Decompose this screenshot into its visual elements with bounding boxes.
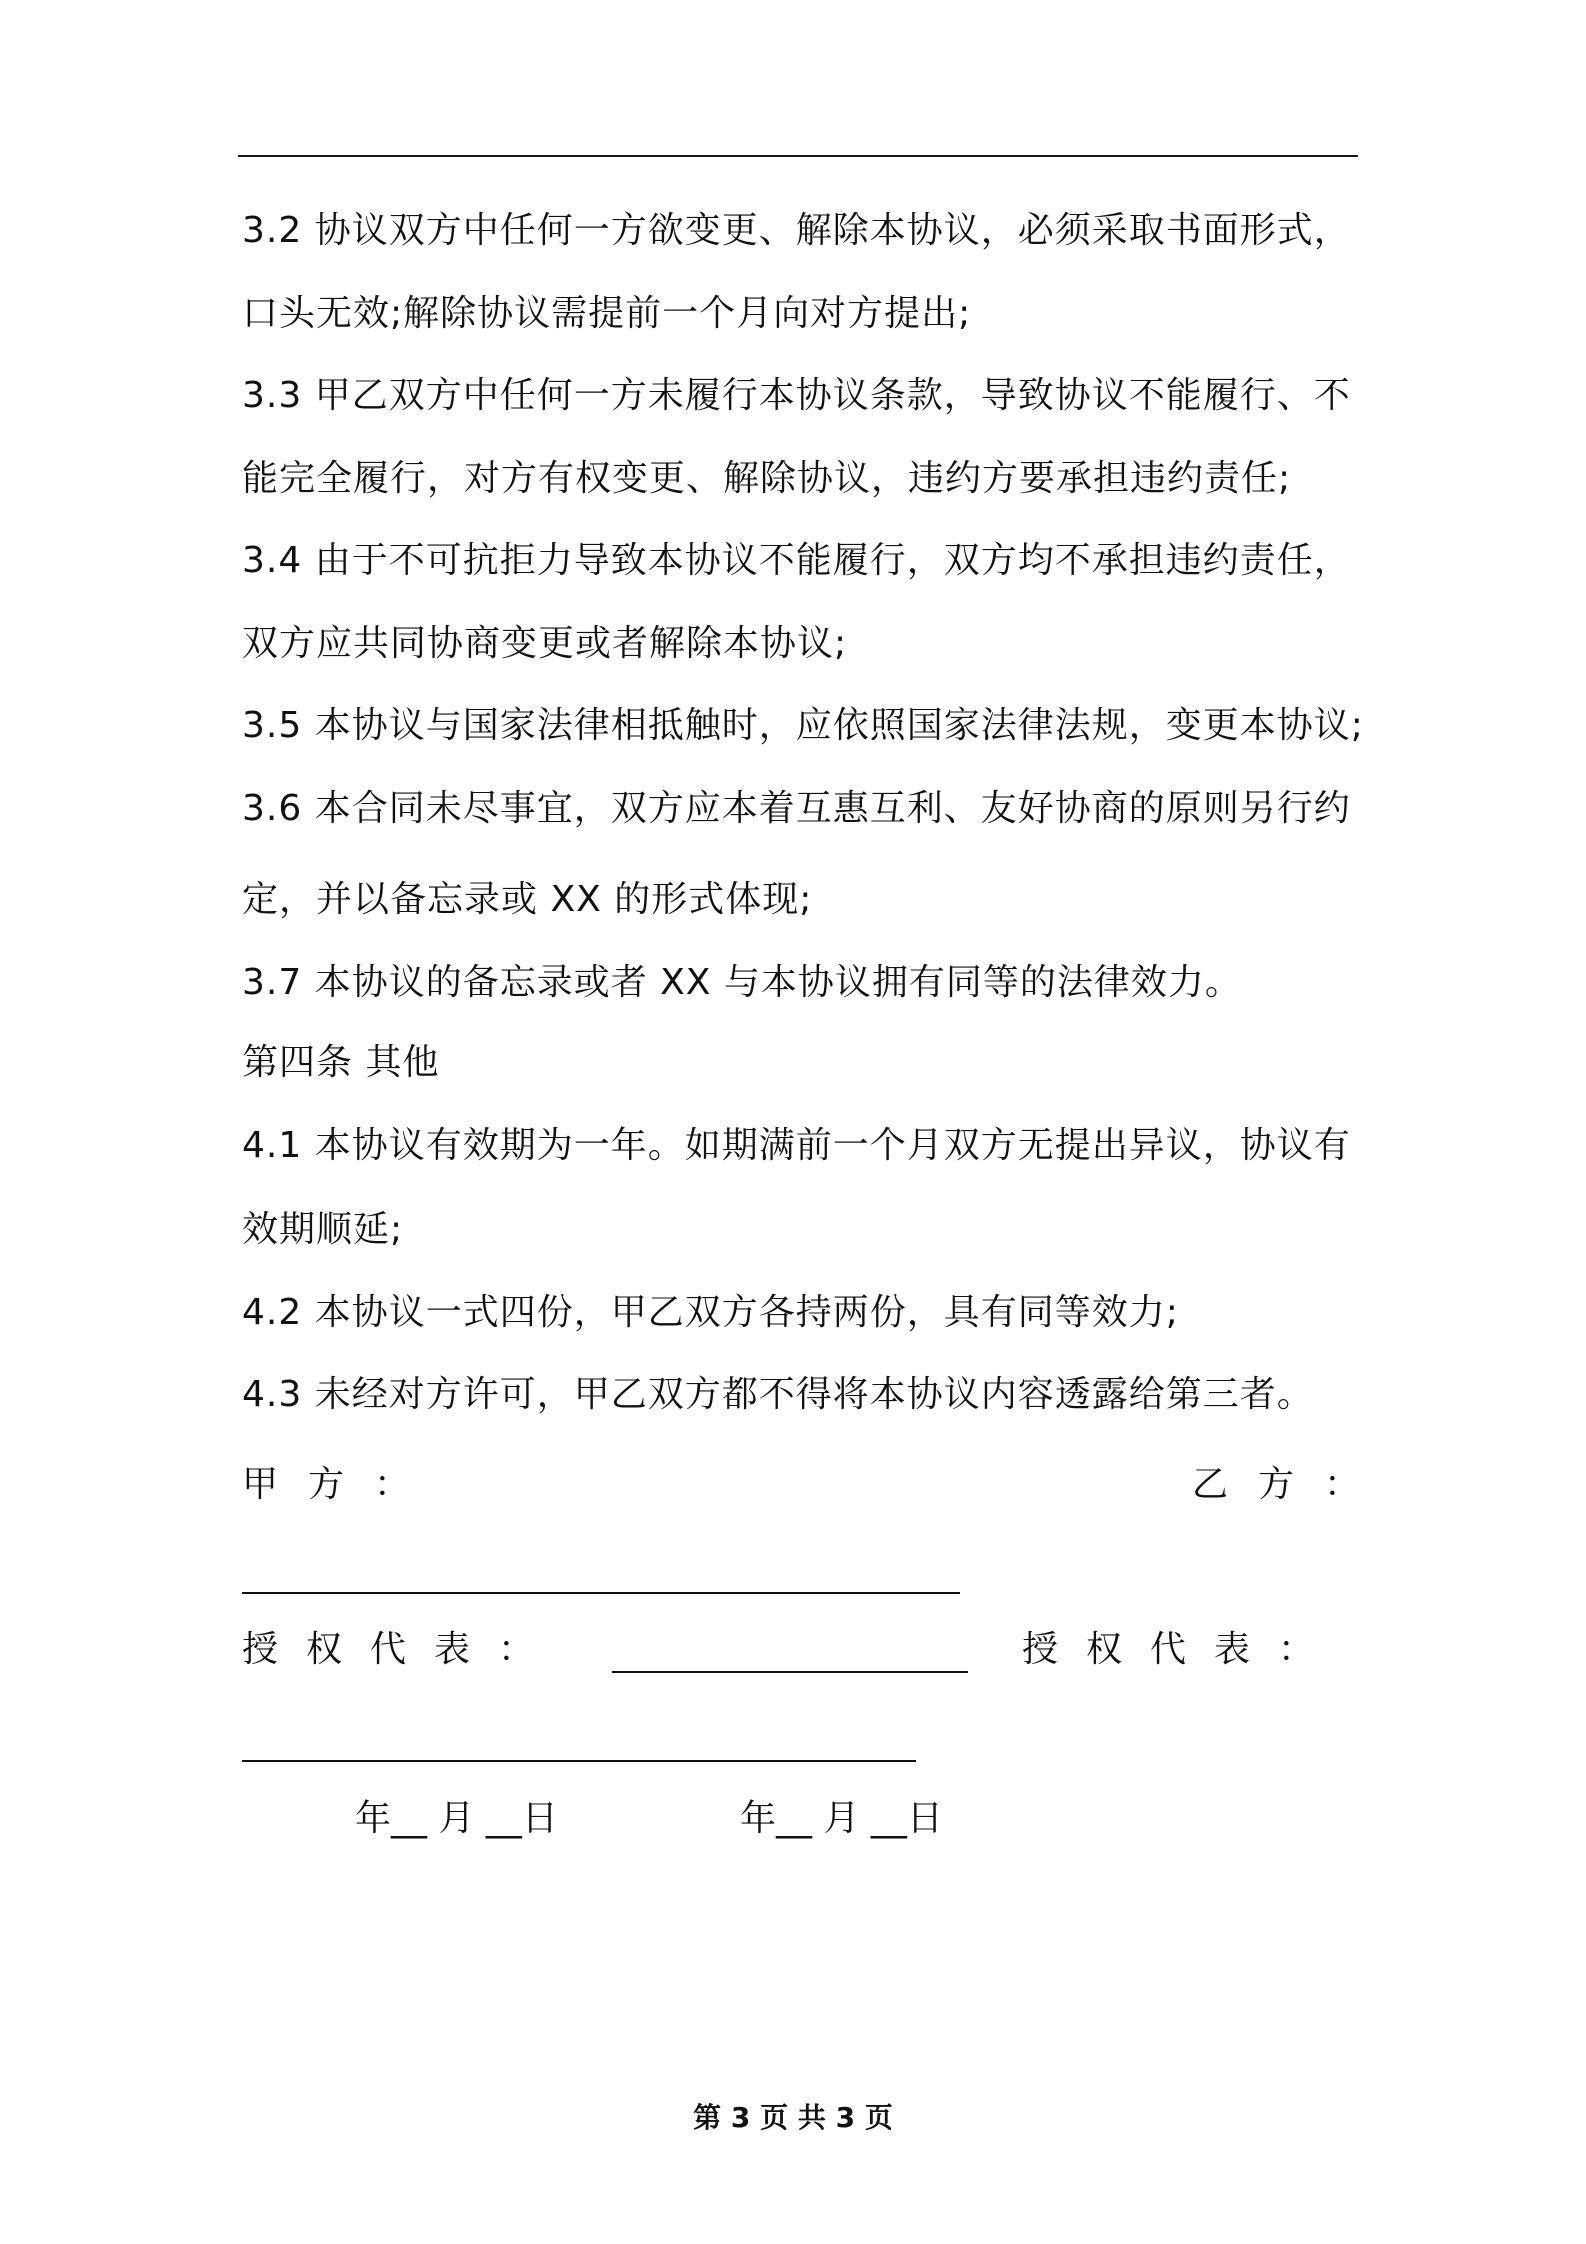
clause-3-4-line-2: 双方应共同协商变更或者解除本协议;: [242, 623, 848, 664]
clause-3-4-line-1: 3.4 由于不可抗拒力导致本协议不能履行，双方均不承担违约责任，: [242, 540, 1351, 581]
clause-4-2: 4.2 本协议一式四份，甲乙双方各持两份，具有同等效力;: [242, 1292, 1179, 1333]
rep-a-signature-line: [612, 1671, 968, 1673]
clause-3-6-line-2: 定，并以备忘录或 XX 的形式体现;: [242, 879, 813, 920]
party-a-signature-line: [242, 1592, 960, 1594]
header-rule: [238, 155, 1358, 157]
rep-a-label: 授权代表：: [242, 1629, 563, 1670]
clause-3-3-line-1: 3.3 甲乙双方中任何一方未履行本协议条款，导致协议不能履行、不: [242, 375, 1351, 416]
party-a-label: 甲方：: [242, 1464, 441, 1505]
party-b-label: 乙方：: [1192, 1464, 1391, 1505]
party-b-signature-line: [242, 1760, 916, 1762]
clause-3-5: 3.5 本协议与国家法律相抵触时，应依照国家法律法规，变更本协议;: [242, 705, 1364, 746]
page-number-footer: 第 3 页 共 3 页: [693, 2101, 893, 2134]
clause-4-1-line-2: 效期顺延;: [242, 1209, 404, 1250]
section-4-heading: 第四条 其他: [242, 1042, 440, 1083]
clause-4-1-line-1: 4.1 本协议有效期为一年。如期满前一个月双方无提出异议，协议有: [242, 1125, 1351, 1166]
clause-3-6-line-1: 3.6 本合同未尽事宜，双方应本着互惠互利、友好协商的原则另行约: [242, 788, 1351, 829]
clause-3-7: 3.7 本协议的备忘录或者 XX 与本协议拥有同等的法律效力。: [242, 962, 1242, 1003]
date-b: 年__ 月 __日: [740, 1798, 943, 1839]
rep-b-label: 授权代表：: [1022, 1629, 1343, 1670]
clause-4-3: 4.3 未经对方许可，甲乙双方都不得将本协议内容透露给第三者。: [242, 1374, 1314, 1415]
clause-3-3-line-2: 能完全履行，对方有权变更、解除协议，违约方要承担违约责任;: [242, 458, 1292, 499]
clause-3-2-line-2: 口头无效;解除协议需提前一个月向对方提出;: [242, 293, 972, 334]
date-a: 年__ 月 __日: [355, 1798, 558, 1839]
clause-3-2-line-1: 3.2 协议双方中任何一方欲变更、解除本协议，必须采取书面形式，: [242, 210, 1351, 251]
